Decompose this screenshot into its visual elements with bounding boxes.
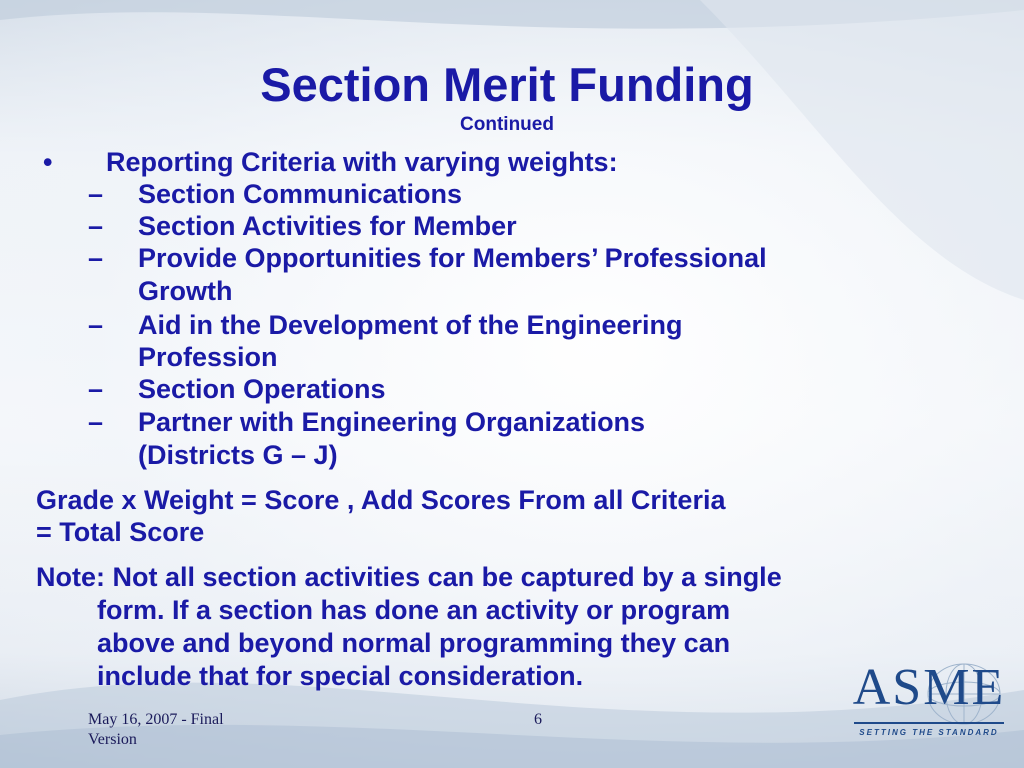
footer-date (88, 710, 288, 750)
note-line: Note: Not all section activities can be captured by a single (36, 562, 782, 592)
dash-icon: – (88, 179, 104, 209)
dash-icon: – (88, 211, 104, 241)
criteria-item: Section Communications (138, 179, 463, 209)
criteria-item: Aid in the Development of the Engineering (138, 310, 683, 340)
slide-subtitle: Continued (460, 114, 554, 135)
logo-wordmark: ASME (852, 659, 1006, 716)
footer-date-line: Version (88, 731, 137, 748)
dash-icon: – (88, 407, 104, 437)
bullet-icon: • (43, 147, 53, 177)
criteria-item-continuation: Profession (138, 342, 278, 372)
slide-title: Section Merit Funding (260, 58, 754, 111)
dash-icon: – (88, 374, 104, 404)
logo-tagline: SETTING THE STANDARD (859, 728, 999, 737)
criteria-item-continuation: (Districts G – J) (138, 440, 338, 470)
criteria-item: Section Activities for Member (138, 211, 517, 241)
dash-icon: – (88, 243, 104, 273)
asme-logo (846, 660, 1012, 752)
note-line: include that for special consideration. (97, 661, 584, 691)
dash-icon: – (88, 310, 104, 340)
score-total: = Total Score (36, 517, 205, 547)
criteria-item: Partner with Engineering Organizations (138, 407, 646, 437)
score-formula: Grade x Weight = Score , Add Scores From all Criteria (36, 485, 726, 515)
criteria-item-continuation: Growth (138, 276, 233, 306)
note-line: above and beyond normal programming they can (97, 628, 731, 658)
note-line: form. If a section has done an activity or program (97, 595, 731, 625)
criteria-item: Provide Opportunities for Members’ Professional (138, 243, 767, 273)
criteria-item: Section Operations (138, 374, 386, 404)
footer-date-line: May 16, 2007 - Final (88, 711, 224, 728)
page-number: 6 (534, 711, 542, 728)
bullet-text: Reporting Criteria with varying weights: (106, 147, 618, 177)
logo-divider (854, 722, 1004, 724)
